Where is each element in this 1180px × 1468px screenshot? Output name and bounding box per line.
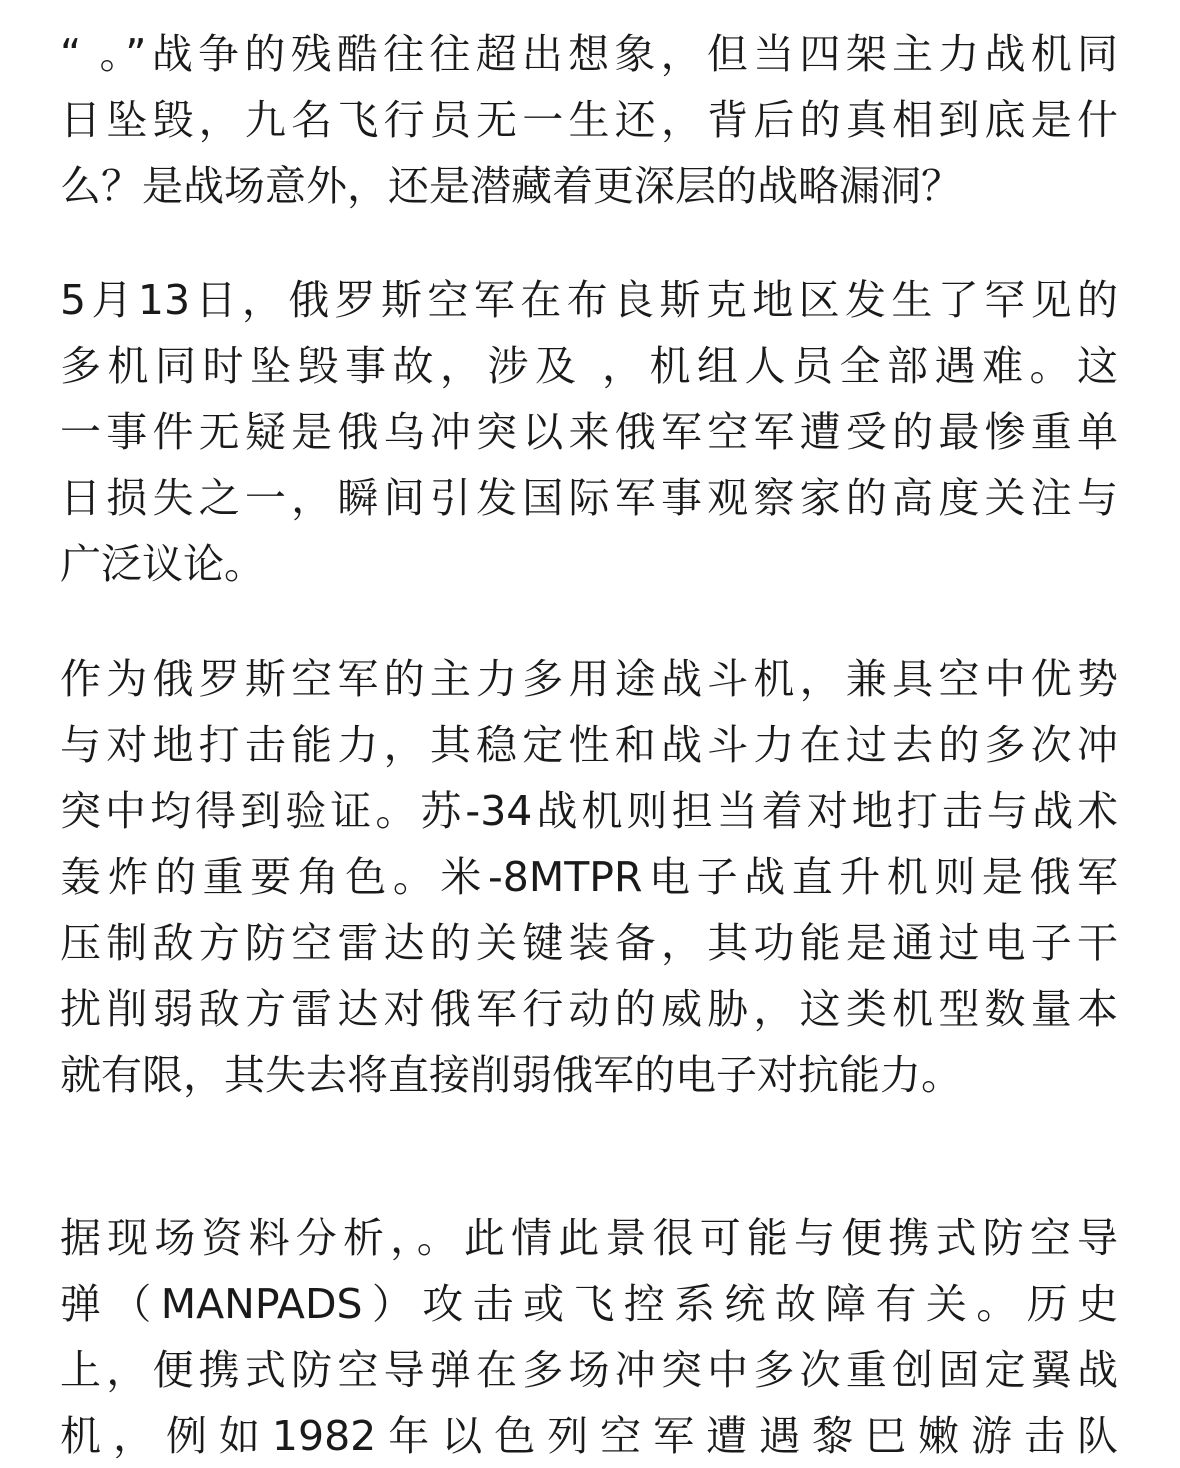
paragraph-4 xyxy=(60,1205,1118,1468)
text-line: 机，例如1982年以色列空军遭遇黎巴嫩游击队 xyxy=(60,1412,1118,1460)
text-line: 5月13日，俄罗斯空军在布良斯克地区发生了罕见的 xyxy=(60,276,1118,324)
text-line: 据现场资料分析，。此情此景很可能与便携式防空导 xyxy=(60,1214,1118,1262)
text-line: 扰削弱敌方雷达对俄军行动的威胁，这类机型数量本 xyxy=(60,985,1118,1033)
paragraph-1 xyxy=(60,21,1118,219)
text-line: 弹（MANPADS）攻击或飞控系统故障有关。历史 xyxy=(60,1280,1118,1328)
text-line: 广泛议论。 xyxy=(60,540,265,588)
text-line: 一事件无疑是俄乌冲突以来俄军空军遭受的最惨重单 xyxy=(60,408,1118,456)
text-line: 多机同时坠毁事故，涉及 ，机组人员全部遇难。这 xyxy=(60,342,1118,390)
text-line: 突中均得到验证。苏-34战机则担当着对地打击与战术 xyxy=(60,787,1118,835)
text-line: 轰炸的重要角色。米-8MTPR电子战直升机则是俄军 xyxy=(60,853,1118,901)
text-line: 么？是战场意外，还是潜藏着更深层的战略漏洞？ xyxy=(60,162,962,210)
paragraph-2 xyxy=(60,267,1118,597)
text-line: 日损失之一，瞬间引发国际军事观察家的高度关注与 xyxy=(60,474,1118,522)
text-line: 压制敌方防空雷达的关键装备，其功能是通过电子干 xyxy=(60,919,1118,967)
paragraph-3 xyxy=(60,646,1118,1108)
text-line: 作为俄罗斯空军的主力多用途战斗机，兼具空中优势 xyxy=(60,655,1118,703)
text-line: 上，便携式防空导弹在多场冲突中多次重创固定翼战 xyxy=(60,1346,1118,1394)
text-line: 日坠毁，九名飞行员无一生还，背后的真相到底是什 xyxy=(60,96,1118,144)
text-line: “ 。”战争的残酷往往超出想象，但当四架主力战机同 xyxy=(60,30,1118,78)
text-line: 就有限，其失去将直接削弱俄军的电子对抗能力。 xyxy=(60,1051,962,1099)
text-line: 与对地打击能力，其稳定性和战斗力在过去的多次冲 xyxy=(60,721,1118,769)
